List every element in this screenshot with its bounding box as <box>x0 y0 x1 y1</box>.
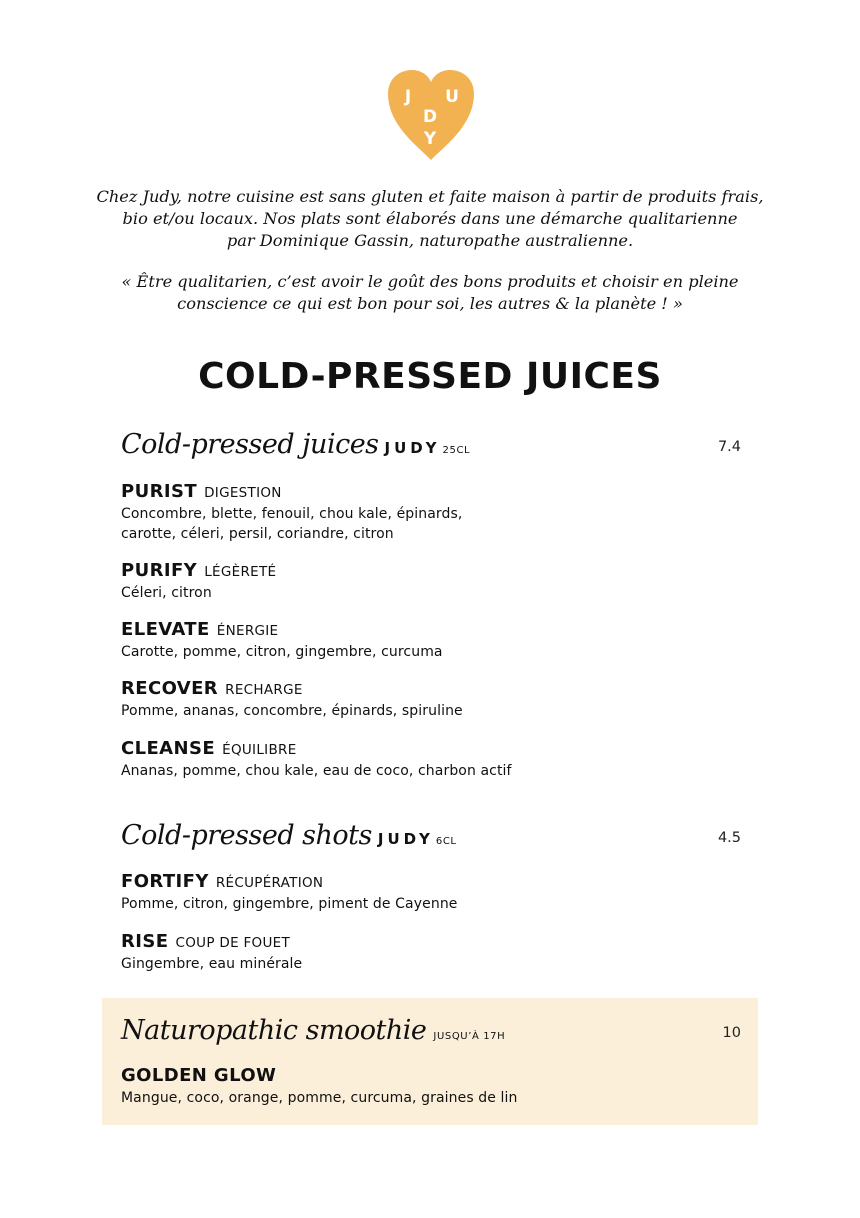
page-title: COLD-PRESSED JUICES <box>198 356 662 397</box>
section-shots-header <box>121 820 741 860</box>
menu-item-rise <box>121 931 641 974</box>
item-tag: RÉCUPÉRATION <box>215 875 324 891</box>
section-price: 10 <box>722 1025 741 1041</box>
item-name: ELEVATE <box>121 619 210 640</box>
menu-item-elevate <box>121 619 641 662</box>
item-name: RISE <box>121 931 169 952</box>
item-description: Mangue, coco, orange, pomme, curcuma, graines de lin <box>121 1090 518 1106</box>
availability-label: JUSQU’À 17H <box>433 1031 506 1042</box>
item-tag: COUP DE FOUET <box>175 935 291 951</box>
section-smoothie-header <box>121 1015 741 1055</box>
item-description: Ananas, pomme, chou kale, eau de coco, charbon actif <box>121 763 512 779</box>
item-name: GOLDEN GLOW <box>121 1065 277 1086</box>
size-label: 25CL <box>442 445 471 456</box>
intro-paragraph <box>60 186 800 252</box>
logo-letter-d: D <box>422 107 438 127</box>
item-name: CLEANSE <box>121 738 216 759</box>
logo-letter-u: U <box>445 87 459 107</box>
item-tag: ÉQUILIBRE <box>222 742 297 758</box>
menu-item-purist <box>121 481 641 544</box>
item-description: Pomme, citron, gingembre, piment de Cayenne <box>121 896 458 912</box>
item-tag: LÉGÈRETÉ <box>204 564 277 580</box>
item-description: Pomme, ananas, concombre, épinards, spiruline <box>121 703 463 719</box>
judy-heart-logo <box>386 68 476 162</box>
section-price: 4.5 <box>717 830 741 846</box>
section-price: 7.4 <box>717 439 741 455</box>
intro-line: par Dominique Gassin, naturopathe australienne. <box>226 231 634 250</box>
item-description: Gingembre, eau minérale <box>121 956 303 972</box>
item-name: PURIFY <box>121 560 198 581</box>
item-tag: DIGESTION <box>204 485 282 501</box>
intro-line: Chez Judy, notre cuisine est sans gluten et faite maison à partir de produits frais, <box>96 187 764 206</box>
item-description: carotte, céleri, persil, coriandre, citron <box>121 526 394 542</box>
intro-quote <box>60 271 800 315</box>
section-name: Naturopathic smoothie <box>121 1015 427 1046</box>
item-tag: ÉNERGIE <box>216 623 279 639</box>
heart-icon <box>386 68 476 162</box>
item-name: FORTIFY <box>121 871 209 892</box>
logo-letter-y: Y <box>423 129 437 149</box>
quote-line: conscience ce qui est bon pour soi, les autres & la planète ! » <box>177 294 683 313</box>
item-name: PURIST <box>121 481 198 502</box>
menu-item-recover <box>121 678 641 721</box>
item-tag: RECHARGE <box>225 682 303 698</box>
menu-item-cleanse <box>121 738 641 781</box>
brand-label: JUDY <box>384 439 441 457</box>
section-juices-header <box>121 429 741 469</box>
logo-letter-j: J <box>404 87 412 107</box>
size-label: 6CL <box>435 836 457 847</box>
quote-line: « Être qualitarien, c’est avoir le goût des bons produits et choisir en pleine <box>121 272 739 291</box>
menu-item-golden-glow <box>121 1065 641 1108</box>
brand-label: JUDY <box>377 830 434 848</box>
item-description: Concombre, blette, fenouil, chou kale, épinards, <box>121 506 463 522</box>
item-description: Céleri, citron <box>121 585 212 601</box>
menu-item-purify <box>121 560 641 603</box>
menu-item-fortify <box>121 871 641 914</box>
item-description: Carotte, pomme, citron, gingembre, curcuma <box>121 644 443 660</box>
intro-line: bio et/ou locaux. Nos plats sont élaborés dans une démarche qualitarienne <box>122 209 738 228</box>
section-name: Cold-pressed shots <box>121 820 372 851</box>
item-name: RECOVER <box>121 678 219 699</box>
section-name: Cold-pressed juices <box>121 429 379 460</box>
